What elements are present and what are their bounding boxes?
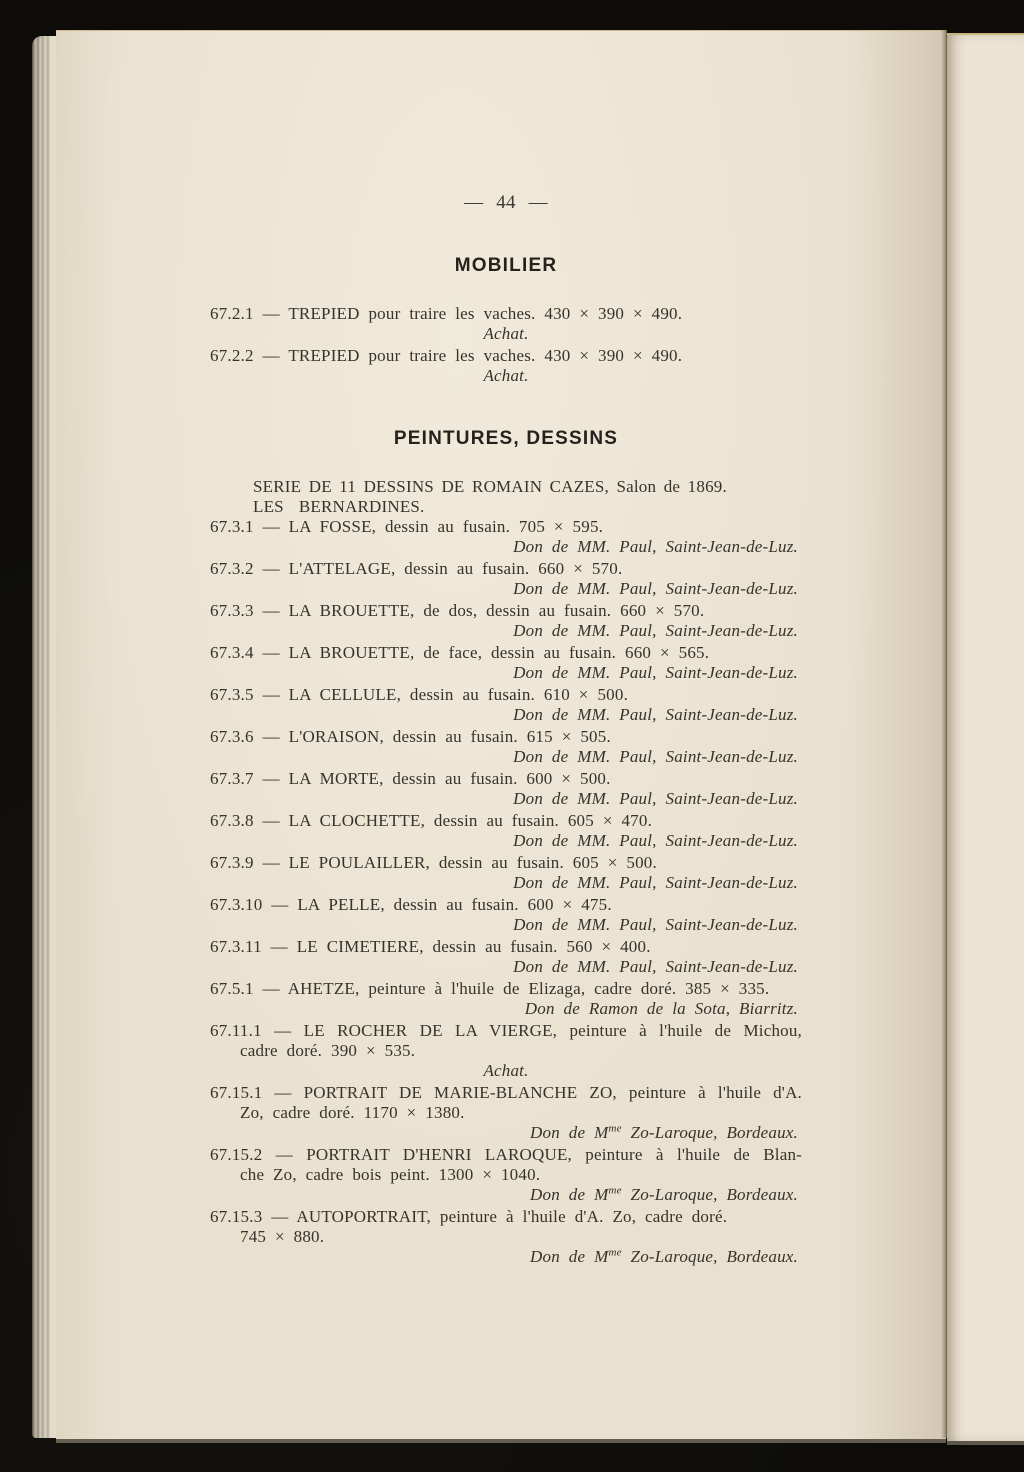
entry-attribution (210, 957, 802, 977)
catalog-entry (210, 1083, 802, 1143)
catalog-entry (210, 643, 802, 683)
entry-attribution (210, 366, 802, 386)
entry-attribution (210, 621, 802, 641)
entry-attribution (210, 831, 802, 851)
attribution-text: Don de MM. Paul, Saint-Jean-de-Luz. (513, 747, 798, 766)
catalog-entry (210, 1145, 802, 1205)
catalog-entry (210, 601, 802, 641)
entry-attribution (210, 705, 802, 725)
page-number: — 44 — (464, 192, 548, 213)
entry-line: 67.3.2 — L'ATTELAGE, dessin au fusain. 660 × 570. (210, 559, 623, 578)
attribution-text: Don de MM. Paul, Saint-Jean-de-Luz. (513, 915, 798, 934)
catalog-entry (210, 559, 802, 599)
catalog-entry (210, 304, 802, 344)
catalog-entry (210, 853, 802, 893)
catalog-entry (210, 1207, 802, 1267)
catalog-entry (210, 685, 802, 725)
superscript: me (608, 1246, 622, 1259)
series-intro-line: SERIE DE 11 DESSINS DE ROMAIN CAZES, Salon de 1869. (253, 477, 727, 496)
entry-line: che Zo, cadre bois peint. 1300 × 1040. (240, 1165, 541, 1184)
entry-line: 67.2.1 — TREPIED pour traire les vaches. 430 × 390 × 490. (210, 304, 683, 323)
attribution-text: Zo-Laroque, Bordeaux. (621, 1247, 798, 1266)
catalog-entry (210, 895, 802, 935)
catalog-entry (210, 811, 802, 851)
entry-attribution (210, 1247, 802, 1267)
section-title: PEINTURES, DESSINS (393, 428, 619, 449)
entry-line: 67.15.2 — PORTRAIT D'HENRI LAROQUE, peinture à l'huile de Blan- (210, 1145, 802, 1164)
series-intro-line: LES BERNARDINES. (253, 497, 425, 516)
entry-line: 67.3.1 — LA FOSSE, dessin au fusain. 705 × 595. (210, 517, 604, 536)
attribution-text: Don de MM. Paul, Saint-Jean-de-Luz. (513, 621, 798, 640)
attribution-text: Don de MM. Paul, Saint-Jean-de-Luz. (513, 831, 798, 850)
entry-line: 67.3.3 — LA BROUETTE, de dos, dessin au fusain. 660 × 570. (210, 601, 705, 620)
attribution-text: Don de MM. Paul, Saint-Jean-de-Luz. (513, 663, 798, 682)
catalog-entry (210, 346, 802, 386)
catalog-entry (210, 769, 802, 809)
attribution-text: Achat. (483, 366, 529, 385)
attribution-text: Achat. (483, 324, 529, 343)
entry-line: 67.3.10 — LA PELLE, dessin au fusain. 600 × 475. (210, 895, 612, 914)
attribution-text: Don de Ramon de la Sota, Biarritz. (524, 999, 798, 1018)
catalog-entry (210, 1021, 802, 1081)
catalog-sections (210, 255, 802, 1267)
catalog-entry (210, 979, 802, 1019)
book-page (56, 30, 946, 1439)
entry-attribution (210, 663, 802, 683)
entry-line: 67.3.7 — LA MORTE, dessin au fusain. 600 × 500. (210, 769, 611, 788)
superscript: me (608, 1184, 622, 1197)
page-content (210, 31, 802, 1269)
attribution-text: Don de M (530, 1247, 609, 1266)
entry-attribution (210, 915, 802, 935)
entry-attribution (210, 579, 802, 599)
entry-line: 67.15.1 — PORTRAIT DE MARIE-BLANCHE ZO, peinture à l'huile d'A. (210, 1083, 802, 1102)
entry-attribution (210, 1061, 802, 1081)
entry-line: 67.3.6 — L'ORAISON, dessin au fusain. 615 × 505. (210, 727, 611, 746)
entry-line: 67.15.3 — AUTOPORTRAIT, peinture à l'huile d'A. Zo, cadre doré. (210, 1207, 728, 1226)
entry-line: 67.3.4 — LA BROUETTE, de face, dessin au fusain. 660 × 565. (210, 643, 710, 662)
catalog-entry (210, 517, 802, 557)
attribution-text: Don de MM. Paul, Saint-Jean-de-Luz. (513, 873, 798, 892)
entry-line: 745 × 880. (240, 1227, 325, 1246)
catalog-section (210, 428, 802, 1267)
entry-line: Zo, cadre doré. 1170 × 1380. (240, 1103, 465, 1122)
attribution-text: Achat. (483, 1061, 529, 1080)
entry-line: 67.5.1 — AHETZE, peinture à l'huile de Elizaga, cadre doré. 385 × 335. (210, 979, 770, 998)
attribution-text: Don de MM. Paul, Saint-Jean-de-Luz. (513, 957, 798, 976)
entry-attribution (210, 324, 802, 344)
entry-attribution (210, 747, 802, 767)
superscript: me (608, 1122, 622, 1135)
entry-line: 67.11.1 — LE ROCHER DE LA VIERGE, peinture à l'huile de Michou, (210, 1021, 802, 1040)
attribution-text: Zo-Laroque, Bordeaux. (621, 1185, 798, 1204)
entry-attribution (210, 1185, 802, 1205)
section-title: MOBILIER (454, 255, 558, 276)
entry-attribution (210, 999, 802, 1019)
entry-line: 67.3.11 — LE CIMETIERE, dessin au fusain. 560 × 400. (210, 937, 651, 956)
attribution-text: Don de M (530, 1185, 609, 1204)
next-page-edge (947, 33, 1024, 1441)
attribution-text: Don de MM. Paul, Saint-Jean-de-Luz. (513, 579, 798, 598)
entry-attribution (210, 873, 802, 893)
entry-attribution (210, 537, 802, 557)
entry-attribution (210, 789, 802, 809)
catalog-entry (210, 937, 802, 977)
entry-attribution (210, 1123, 802, 1143)
entry-line: 67.3.9 — LE POULAILLER, dessin au fusain. 605 × 500. (210, 853, 657, 872)
entry-line: 67.2.2 — TREPIED pour traire les vaches. 430 × 390 × 490. (210, 346, 683, 365)
attribution-text: Zo-Laroque, Bordeaux. (621, 1123, 798, 1142)
page-edge-stack (32, 36, 58, 1438)
attribution-text: Don de MM. Paul, Saint-Jean-de-Luz. (513, 705, 798, 724)
attribution-text: Don de MM. Paul, Saint-Jean-de-Luz. (513, 789, 798, 808)
entry-line: cadre doré. 390 × 535. (240, 1041, 416, 1060)
catalog-section (210, 255, 802, 386)
attribution-text: Don de M (530, 1123, 609, 1142)
catalog-entry (210, 727, 802, 767)
entry-line: 67.3.5 — LA CELLULE, dessin au fusain. 610 × 500. (210, 685, 629, 704)
attribution-text: Don de MM. Paul, Saint-Jean-de-Luz. (513, 537, 798, 556)
entry-line: 67.3.8 — LA CLOCHETTE, dessin au fusain. 605 × 470. (210, 811, 653, 830)
